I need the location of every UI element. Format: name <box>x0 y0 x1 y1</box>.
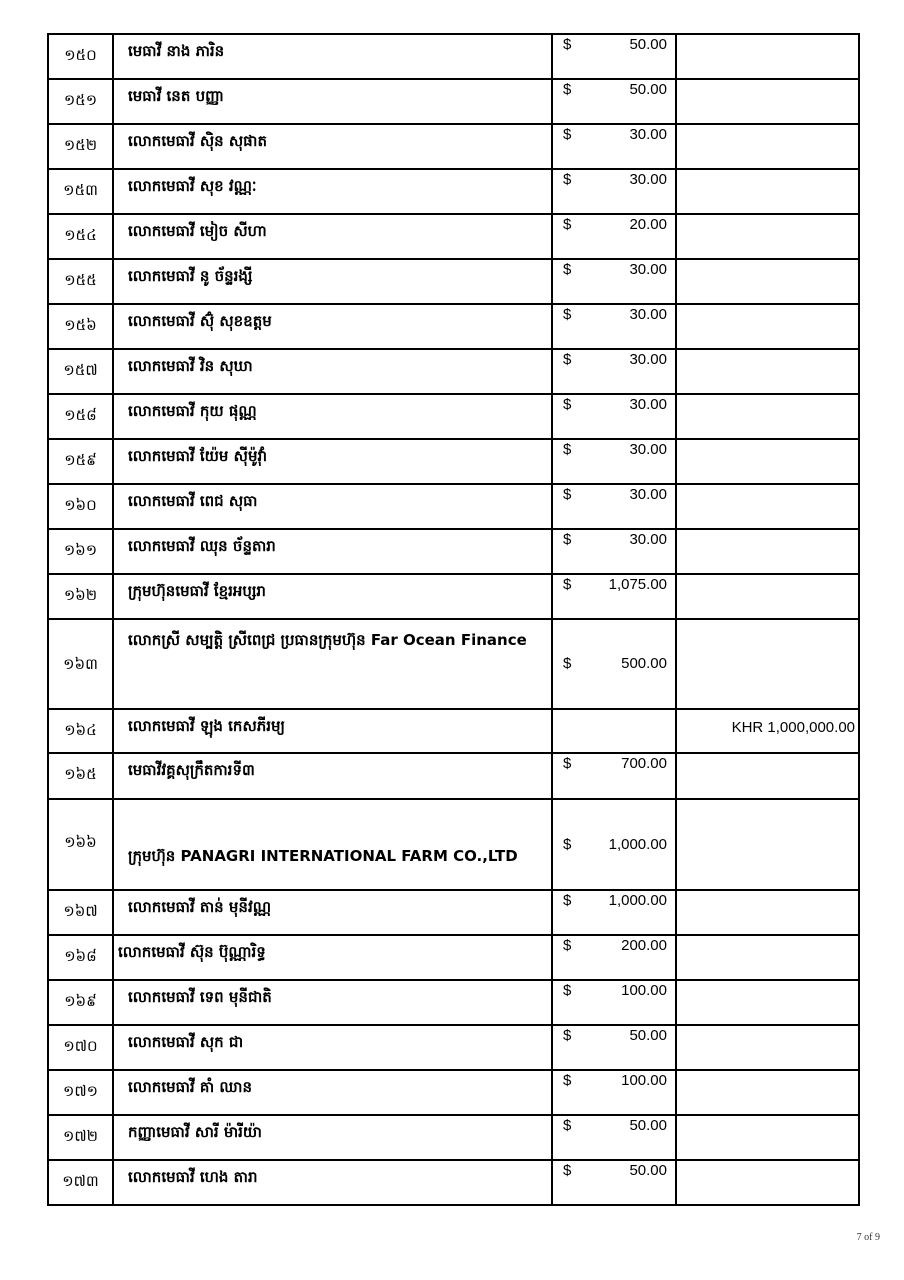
donor-name: លោកមេធាវី ទេព មុនីជាតិ <box>113 980 552 1025</box>
donor-name: លោកមេធាវី គាំ ឈាន <box>113 1070 552 1115</box>
donor-name: លោកមេធាវី នូ ច័ន្ទរង្សី <box>113 259 552 304</box>
table-row <box>48 574 859 619</box>
table-row <box>48 529 859 574</box>
row-number: ១៧០ <box>48 1025 113 1070</box>
table-row <box>48 484 859 529</box>
currency-symbol: $ <box>563 755 572 772</box>
table-row <box>48 34 859 79</box>
khr-amount <box>676 124 859 169</box>
row-number: ១៦១ <box>48 529 113 574</box>
currency-symbol: $ <box>563 36 572 53</box>
usd-amount: 1,000.00 <box>608 892 667 909</box>
currency-symbol: $ <box>563 937 572 954</box>
usd-amount: 1,075.00 <box>608 576 667 593</box>
donor-name: មេធាវី នាង ភារិន <box>113 34 552 79</box>
table-row <box>48 169 859 214</box>
usd-amount: 500.00 <box>621 655 667 672</box>
row-number: ១៦៦ <box>48 799 113 890</box>
row-number: ១៥៣ <box>48 169 113 214</box>
khr-amount <box>676 484 859 529</box>
row-number: ១៧១ <box>48 1070 113 1115</box>
donor-name: លោកមេធាវី វិន សុឃា <box>113 349 552 394</box>
currency-symbol: $ <box>563 1072 572 1089</box>
donor-name: លោកមេធាវី ស៊ុំ សុខឧត្តម <box>113 304 552 349</box>
khr-amount <box>676 753 859 799</box>
usd-amount-cell <box>552 304 676 349</box>
khr-amount <box>676 394 859 439</box>
row-number: ១៦៩ <box>48 980 113 1025</box>
usd-amount: 30.00 <box>629 351 667 368</box>
usd-amount: 50.00 <box>629 81 667 98</box>
usd-amount-cell <box>552 1115 676 1160</box>
page-number: 7 of 9 <box>856 1232 880 1243</box>
table-row <box>48 980 859 1025</box>
donor-name: លោកមេធាវី ឈុន ច័ន្ទតារា <box>113 529 552 574</box>
table-row <box>48 124 859 169</box>
khr-amount <box>676 980 859 1025</box>
usd-amount-cell <box>552 484 676 529</box>
khr-amount <box>676 79 859 124</box>
usd-amount: 20.00 <box>629 216 667 233</box>
khr-amount <box>676 799 859 890</box>
table-row <box>48 259 859 304</box>
donor-name: មេធាវី នេត បញ្ញា <box>113 79 552 124</box>
currency-symbol: $ <box>563 1162 572 1179</box>
khr-amount <box>676 890 859 935</box>
row-number: ១៦៨ <box>48 935 113 980</box>
donor-name: លោកមេធាវី សុក ជា <box>113 1025 552 1070</box>
currency-symbol: $ <box>563 441 572 458</box>
usd-amount: 50.00 <box>629 36 667 53</box>
usd-amount-cell <box>552 439 676 484</box>
row-number: ១៥៤ <box>48 214 113 259</box>
usd-amount: 100.00 <box>621 982 667 999</box>
usd-amount-cell <box>552 709 676 753</box>
currency-symbol: $ <box>563 306 572 323</box>
row-number: ១៦៧ <box>48 890 113 935</box>
usd-amount-cell <box>552 259 676 304</box>
usd-amount-cell <box>552 753 676 799</box>
row-number: ១៦០ <box>48 484 113 529</box>
currency-symbol: $ <box>563 216 572 233</box>
currency-symbol: $ <box>563 171 572 188</box>
table-row <box>48 619 859 709</box>
khr-amount: KHR 1,000,000.00 <box>676 709 859 753</box>
donor-name: កញ្ញាមេធាវី សារី ម៉ារីយ៉ា <box>113 1115 552 1160</box>
donor-name: លោកមេធាវី សុខ វណ្ណៈ <box>113 169 552 214</box>
row-number: ១៥១ <box>48 79 113 124</box>
usd-amount: 700.00 <box>621 755 667 772</box>
donor-name: ក្រុមហ៊ុនមេធាវី ខ្មែរអប្សរា <box>113 574 552 619</box>
currency-symbol: $ <box>563 576 572 593</box>
table-row <box>48 304 859 349</box>
khr-amount <box>676 439 859 484</box>
usd-amount-cell <box>552 574 676 619</box>
usd-amount: 30.00 <box>629 126 667 143</box>
usd-amount-cell <box>552 394 676 439</box>
khr-amount <box>676 259 859 304</box>
donor-name: លោកមេធាវី ពេជ សុធា <box>113 484 552 529</box>
donor-name: លោកមេធាវី ស៊ិន សុផាត <box>113 124 552 169</box>
row-number: ១៧៣ <box>48 1160 113 1205</box>
donor-name: លោកមេធាវី ស៊ុន ប៊ុណ្ណារិទ្ធ <box>113 935 552 980</box>
donor-name: ក្រុមហ៊ុន PANAGRI INTERNATIONAL FARM CO.,LTD <box>113 799 552 890</box>
currency-symbol: $ <box>563 81 572 98</box>
usd-amount-cell <box>552 34 676 79</box>
donor-name: លោកមេធាវី តាន់ មុនីវណ្ណ <box>113 890 552 935</box>
row-number: ១៥៥ <box>48 259 113 304</box>
usd-amount-cell <box>552 79 676 124</box>
usd-amount-cell <box>552 799 676 890</box>
usd-amount: 1,000.00 <box>608 835 667 853</box>
currency-symbol: $ <box>563 351 572 368</box>
row-number: ១៦៣ <box>48 619 113 709</box>
table-row <box>48 709 859 753</box>
khr-amount <box>676 304 859 349</box>
row-number: ១៦៤ <box>48 709 113 753</box>
currency-symbol: $ <box>563 655 572 672</box>
usd-amount: 30.00 <box>629 261 667 278</box>
khr-amount <box>676 935 859 980</box>
usd-amount: 30.00 <box>629 441 667 458</box>
donor-table <box>47 33 860 1206</box>
usd-amount-cell <box>552 1070 676 1115</box>
khr-amount <box>676 619 859 709</box>
khr-amount <box>676 1025 859 1070</box>
khr-amount <box>676 214 859 259</box>
table-row <box>48 1115 859 1160</box>
currency-symbol: $ <box>563 126 572 143</box>
table-row <box>48 1160 859 1205</box>
currency-symbol: $ <box>563 1117 572 1134</box>
usd-amount-cell <box>552 349 676 394</box>
row-number: ១៧២ <box>48 1115 113 1160</box>
usd-amount: 100.00 <box>621 1072 667 1089</box>
usd-amount: 50.00 <box>629 1117 667 1134</box>
row-number: ១៦២ <box>48 574 113 619</box>
currency-symbol: $ <box>563 396 572 413</box>
table-row <box>48 214 859 259</box>
currency-symbol: $ <box>563 892 572 909</box>
currency-symbol: $ <box>563 1027 572 1044</box>
currency-symbol: $ <box>563 982 572 999</box>
donor-name: លោកមេធាវី មៀច សីហា <box>113 214 552 259</box>
khr-amount <box>676 34 859 79</box>
table-row <box>48 890 859 935</box>
donor-name: លោកស្រី សម្បត្តិ ស្រីពេជ្រ ប្រធានក្រុមហ៊ុន Far Ocean Finance <box>113 619 552 709</box>
row-number: ១៥០ <box>48 34 113 79</box>
khr-amount <box>676 349 859 394</box>
usd-amount-cell <box>552 890 676 935</box>
usd-amount-cell <box>552 124 676 169</box>
table-row <box>48 935 859 980</box>
table-row <box>48 799 859 890</box>
currency-symbol: $ <box>563 261 572 278</box>
usd-amount-cell <box>552 214 676 259</box>
usd-amount: 30.00 <box>629 531 667 548</box>
usd-amount-cell <box>552 1160 676 1205</box>
table-row <box>48 753 859 799</box>
table-row <box>48 439 859 484</box>
usd-amount-cell <box>552 619 676 709</box>
donor-name: លោកមេធាវី យ៉ែម ស៊ីម៉ូវ៉ាំ <box>113 439 552 484</box>
khr-amount <box>676 529 859 574</box>
table-row <box>48 1025 859 1070</box>
usd-amount: 200.00 <box>621 937 667 954</box>
row-number: ១៥៦ <box>48 304 113 349</box>
khr-amount <box>676 169 859 214</box>
row-number: ១៥៩ <box>48 439 113 484</box>
khr-amount <box>676 1070 859 1115</box>
currency-symbol: $ <box>563 531 572 548</box>
currency-symbol: $ <box>563 486 572 503</box>
donor-name: លោកមេធាវី ហេង តារា <box>113 1160 552 1205</box>
donor-name: លោកមេធាវី ឡុង កេសភីរម្យ <box>113 709 552 753</box>
row-number: ១៥៨ <box>48 394 113 439</box>
usd-amount-cell <box>552 529 676 574</box>
usd-amount-cell <box>552 169 676 214</box>
khr-amount <box>676 574 859 619</box>
currency-symbol: $ <box>563 835 572 853</box>
usd-amount-cell <box>552 1025 676 1070</box>
row-number: ១៥៧ <box>48 349 113 394</box>
usd-amount: 30.00 <box>629 396 667 413</box>
usd-amount: 30.00 <box>629 306 667 323</box>
usd-amount-cell <box>552 935 676 980</box>
usd-amount: 30.00 <box>629 486 667 503</box>
table-row <box>48 1070 859 1115</box>
khr-amount <box>676 1160 859 1205</box>
donor-name: មេធាវីវគ្គសុក្រឹតការទី៣ <box>113 753 552 799</box>
table-row <box>48 349 859 394</box>
donor-name: លោកមេធាវី កុយ ផុណ្ណ <box>113 394 552 439</box>
table-row <box>48 79 859 124</box>
usd-amount-cell <box>552 980 676 1025</box>
usd-amount: 50.00 <box>629 1162 667 1179</box>
khr-amount <box>676 1115 859 1160</box>
table-row <box>48 394 859 439</box>
row-number: ១៥២ <box>48 124 113 169</box>
row-number: ១៦៥ <box>48 753 113 799</box>
usd-amount: 30.00 <box>629 171 667 188</box>
usd-amount: 50.00 <box>629 1027 667 1044</box>
